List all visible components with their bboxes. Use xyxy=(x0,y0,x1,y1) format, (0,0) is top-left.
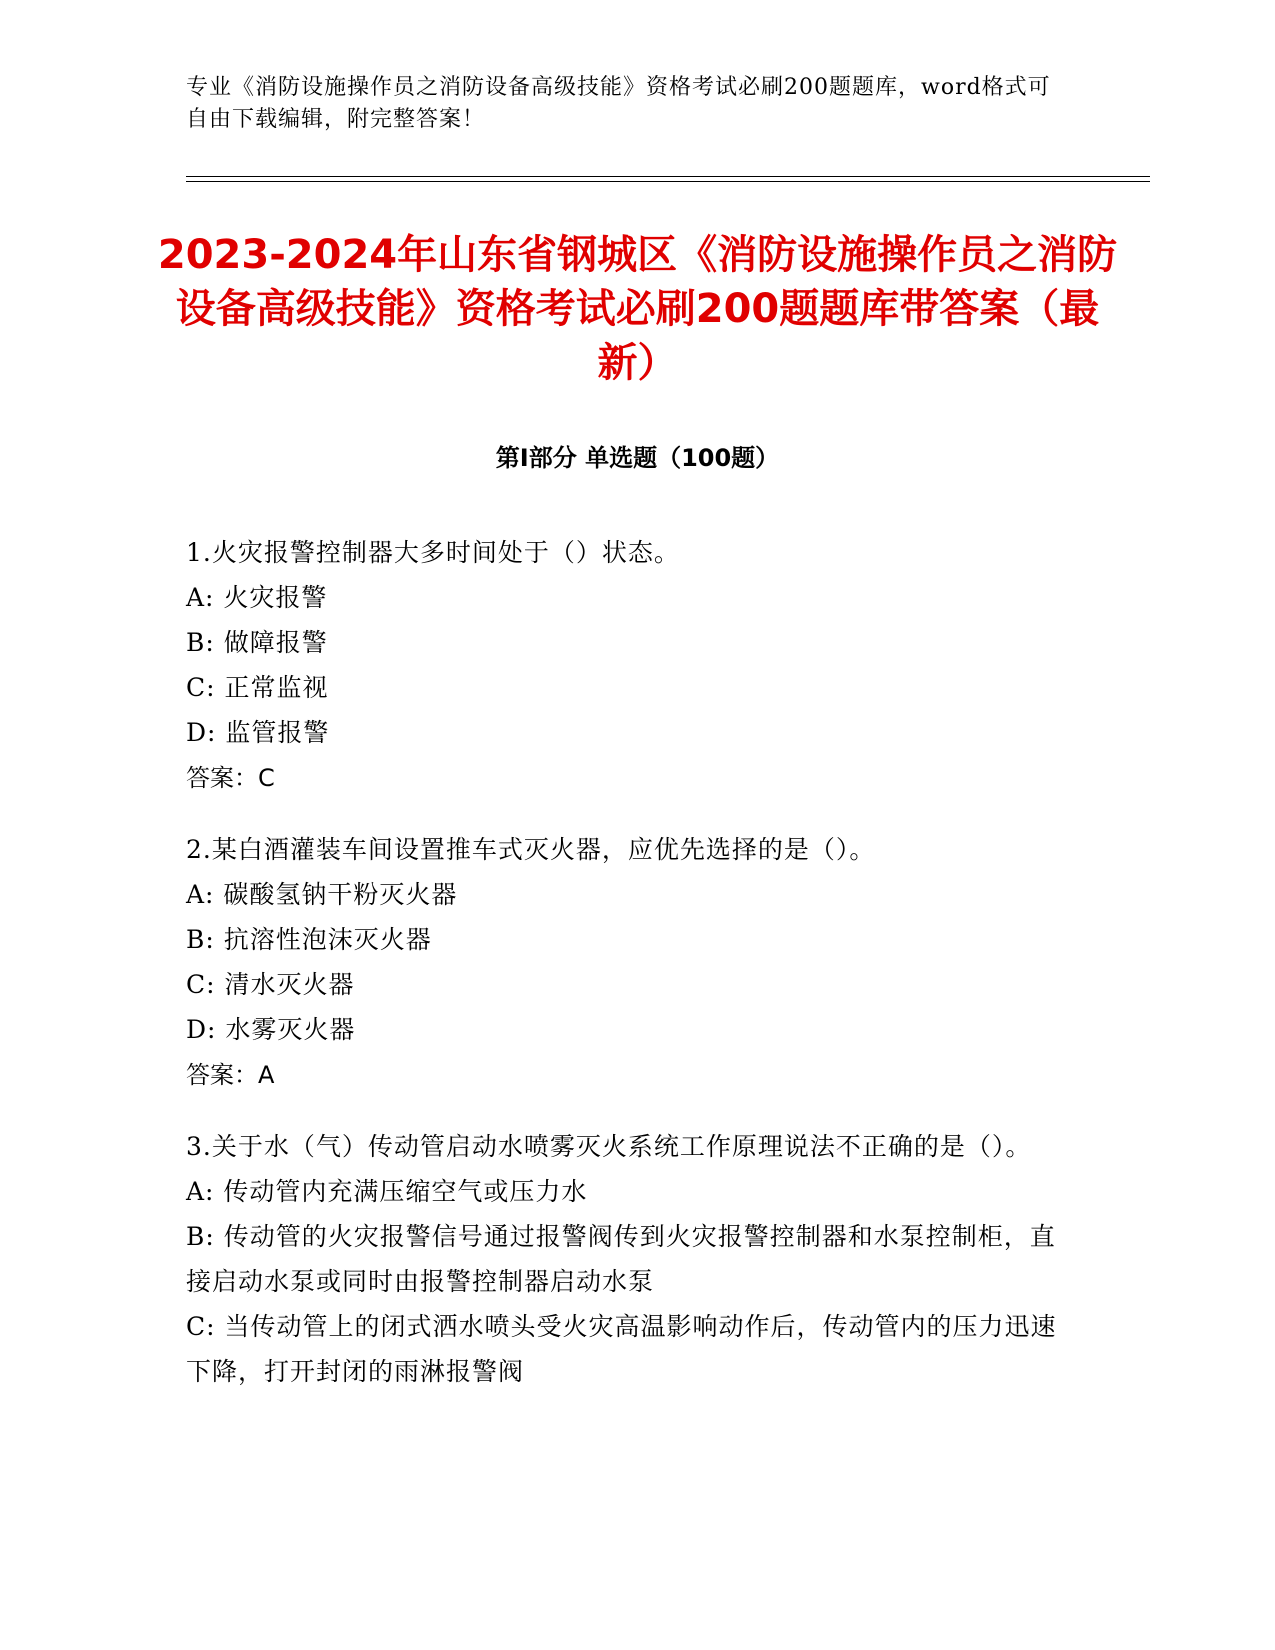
option-a: A: 传动管内充满压缩空气或压力水 xyxy=(186,1177,588,1206)
question-stem: 2.某白酒灌装车间设置推车式灭火器，应优先选择的是（）。 xyxy=(186,835,876,864)
option-b: B: 做障报警 xyxy=(186,628,328,657)
option-b: B: 传动管的火灾报警信号通过报警阀传到火灾报警控制器和水泵控制柜，直接启动水泵或同时由报警控制器启动水泵 xyxy=(186,1222,1056,1296)
answer: 答案：C xyxy=(186,764,275,792)
document-title: 2023-2024年山东省钢城区《消防设施操作员之消防设备高级技能》资格考试必刷200题题库带答案（最新） xyxy=(157,232,1118,386)
option-c: C: 当传动管上的闭式洒水喷头受火灾高温影响动作后，传动管内的压力迅速下降，打开封闭的雨淋报警阀 xyxy=(186,1312,1057,1386)
option-b: B: 抗溶性泡沫灭火器 xyxy=(186,925,432,954)
question-stem: 1.火灾报警控制器大多时间处于（）状态。 xyxy=(186,538,680,567)
option-a: A: 碳酸氢钠干粉灭火器 xyxy=(186,880,458,909)
header-divider-bottom xyxy=(186,181,1150,182)
option-a: A: 火灾报警 xyxy=(186,583,328,612)
answer: 答案：A xyxy=(186,1061,275,1089)
option-c: C: 正常监视 xyxy=(186,673,329,702)
option-c: C: 清水灭火器 xyxy=(186,970,355,999)
question-stem: 3.关于水（气）传动管启动水喷雾灭火系统工作原理说法不正确的是（）。 xyxy=(186,1132,1032,1161)
section-heading: 第I部分 单选题（100题） xyxy=(495,444,780,472)
option-d: D: 水雾灭火器 xyxy=(186,1015,356,1044)
question-2 xyxy=(186,827,1066,1098)
question-3 xyxy=(186,1124,1066,1394)
header-note: 专业《消防设施操作员之消防设备高级技能》资格考试必刷200题题库，word格式可自由下载编辑，附完整答案！ xyxy=(186,75,1051,132)
question-list xyxy=(186,530,1066,1420)
option-d: D: 监管报警 xyxy=(186,718,330,747)
question-1 xyxy=(186,530,1066,801)
header-divider-top xyxy=(186,176,1150,177)
